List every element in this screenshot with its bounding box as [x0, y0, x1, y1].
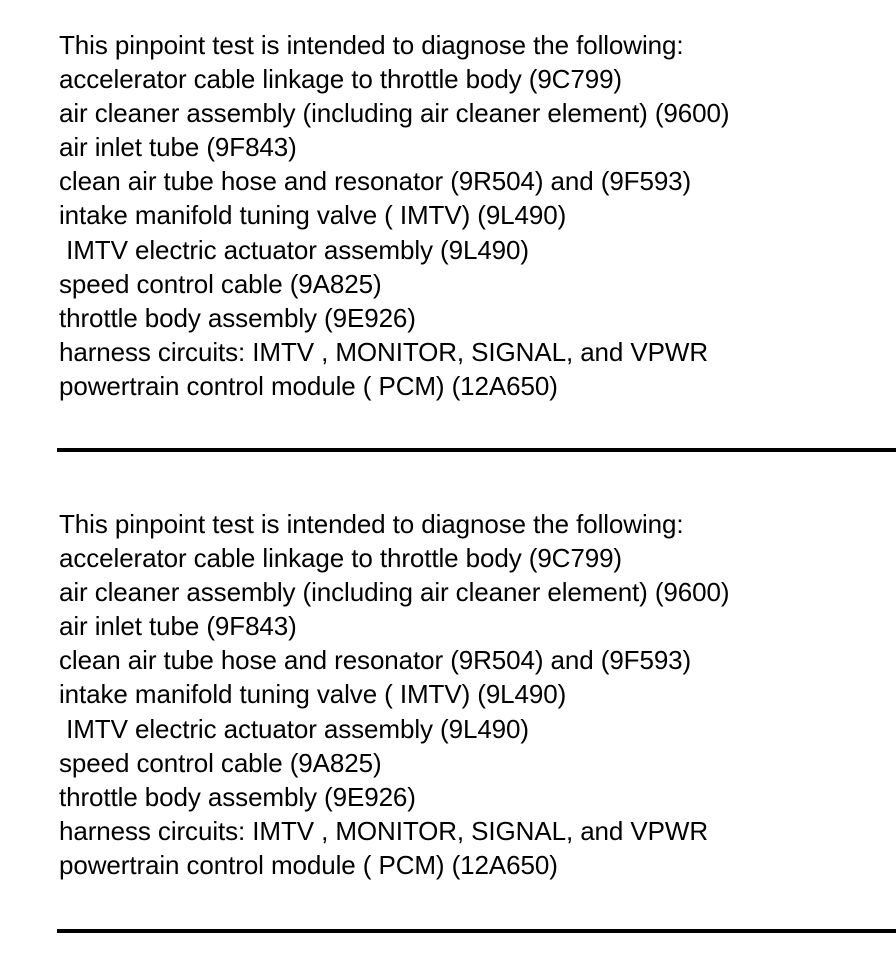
pinpoint-test-section-2 — [59, 507, 889, 882]
list-item: air inlet tube (9F843) — [59, 611, 297, 642]
list-item: clean air tube hose and resonator (9R504) and (9F593) — [59, 166, 692, 197]
list-item: intake manifold tuning valve ( IMTV) (9L490) — [59, 679, 567, 710]
list-item: powertrain control module ( PCM) (12A650) — [59, 370, 558, 401]
list-item: air inlet tube (9F843) — [59, 132, 297, 163]
section-divider — [57, 929, 896, 933]
list-item: throttle body assembly (9E926) — [59, 302, 416, 333]
list-item: speed control cable (9A825) — [59, 747, 382, 778]
list-item: clean air tube hose and resonator (9R504) and (9F593) — [59, 645, 692, 676]
section-heading: This pinpoint test is intended to diagnose the following: — [59, 30, 684, 60]
list-item: harness circuits: IMTV , MONITOR, SIGNAL, and VPWR — [59, 815, 708, 846]
list-item: throttle body assembly (9E926) — [59, 781, 416, 812]
section-divider — [57, 448, 896, 452]
list-item: air cleaner assembly (including air cleaner element) (9600) — [59, 98, 730, 129]
list-item: IMTV electric actuator assembly (9L490) — [59, 713, 529, 744]
list-item: accelerator cable linkage to throttle body (9C799) — [59, 64, 622, 95]
list-item: speed control cable (9A825) — [59, 268, 382, 299]
list-item: air cleaner assembly (including air cleaner element) (9600) — [59, 577, 730, 608]
list-item: intake manifold tuning valve ( IMTV) (9L490) — [59, 200, 567, 231]
list-item: powertrain control module ( PCM) (12A650) — [59, 849, 558, 880]
list-item: accelerator cable linkage to throttle body (9C799) — [59, 543, 622, 574]
pinpoint-test-section-1 — [59, 28, 889, 403]
list-item: IMTV electric actuator assembly (9L490) — [59, 234, 529, 265]
list-item: harness circuits: IMTV , MONITOR, SIGNAL, and VPWR — [59, 336, 708, 367]
section-heading: This pinpoint test is intended to diagnose the following: — [59, 509, 684, 539]
